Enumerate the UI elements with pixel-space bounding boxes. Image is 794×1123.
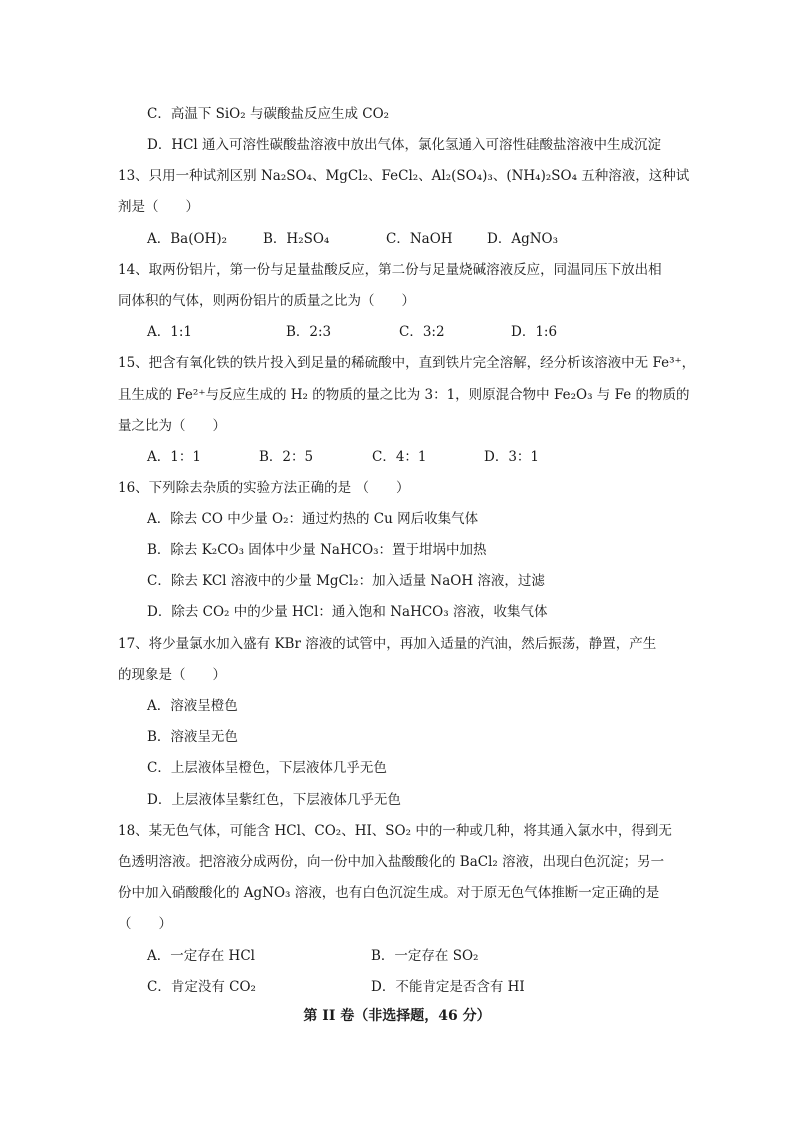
- q15-stem-cont-2: 量之比为（ ）: [118, 418, 226, 434]
- q18-stem-cont-2: 份中加入硝酸酸化的 AgNO₃ 溶液，也有白色沉淀生成。对于原无色气体推断一定正确的是: [118, 885, 660, 901]
- q15-option-d: D．3：1: [484, 449, 540, 465]
- q13-stem-cont: 剂是（ ）: [118, 199, 199, 215]
- q15-option-b: B．2：5: [259, 449, 314, 465]
- q16-option-b: B．除去 K₂CO₃ 固体中少量 NaHCO₃：置于坩埚中加热: [147, 542, 487, 558]
- q15-stem-cont-1: 且生成的 Fe²⁺与反应生成的 H₂ 的物质的量之比为 3：1，则原混合物中 Fe₂O₃ 与 Fe 的物质的: [118, 387, 690, 403]
- q15-option-c: C．4：1: [372, 449, 427, 465]
- q18-stem: 18、某无色气体，可能含 HCl、CO₂、HI、SO₂ 中的一种或几种，将其通入氯水中，得到无: [118, 823, 672, 839]
- q14-stem: 14、取两份铝片，第一份与足量盐酸反应，第二份与足量烧碱溶液反应，同温同压下放出相: [118, 262, 662, 278]
- q13-option-a: A．Ba(OH)₂: [147, 231, 228, 247]
- q18-option-a: A．一定存在 HCl: [147, 948, 255, 964]
- q14-option-c: C．3:2: [399, 324, 445, 340]
- q14-option-b: B．2:3: [286, 324, 332, 340]
- q13-option-b: B．H₂SO₄: [263, 231, 330, 247]
- q13-stem: 13、只用一种试剂区别 Na₂SO₄、MgCl₂、FeCl₂、Al₂(SO₄)₃、(NH₄)₂SO₄ 五种溶液，这种试: [118, 168, 690, 184]
- q15-option-a: A．1：1: [147, 449, 201, 465]
- q13-option-c: C．NaOH: [386, 231, 453, 247]
- q16-option-a: A．除去 CO 中少量 O₂：通过灼热的 Cu 网后收集气体: [147, 511, 479, 527]
- q15-stem: 15、把含有氧化铁的铁片投入到足量的稀硫酸中，直到铁片完全溶解，经分析该溶液中无 Fe³⁺，: [118, 355, 696, 371]
- q18-option-c: C．肯定没有 CO₂: [147, 979, 256, 995]
- q17-stem-cont: 的现象是（ ）: [118, 667, 226, 683]
- q13-option-d: D．AgNO₃: [487, 231, 559, 247]
- q17-option-a: A．溶液呈橙色: [147, 698, 238, 714]
- q18-option-d: D．不能肯定是否含有 HI: [371, 979, 525, 995]
- q18-option-b: B．一定存在 SO₂: [371, 948, 479, 964]
- q16-stem: 16、下列除去杂质的实验方法正确的是 （ ）: [118, 480, 410, 496]
- q14-stem-cont: 同体积的气体，则两份铝片的质量之比为（ ）: [118, 293, 415, 309]
- q18-stem-cont-3: （ ）: [118, 916, 172, 932]
- q16-option-d: D．除去 CO₂ 中的少量 HCl：通入饱和 NaHCO₃ 溶液，收集气体: [147, 604, 548, 620]
- section-title: 第 II 卷（非选择题，46 分）: [303, 1008, 491, 1024]
- q12-option-d: D．HCl 通入可溶性碳酸盐溶液中放出气体，氯化氢通入可溶性硅酸盐溶液中生成沉淀: [147, 137, 662, 153]
- q17-option-d: D．上层液体呈紫红色，下层液体几乎无色: [147, 792, 401, 808]
- q17-stem: 17、将少量氯水加入盛有 KBr 溶液的试管中，再加入适量的汽油，然后振荡，静置，产生: [118, 636, 657, 652]
- q12-option-c: C．高温下 SiO₂ 与碳酸盐反应生成 CO₂: [147, 106, 390, 122]
- q18-stem-cont-1: 色透明溶液。把溶液分成两份，向一份中加入盐酸酸化的 BaCl₂ 溶液，出现白色沉淀；另一: [118, 854, 665, 870]
- q17-option-b: B．溶液呈无色: [147, 729, 238, 745]
- q14-option-a: A．1:1: [147, 324, 192, 340]
- q16-option-c: C．除去 KCl 溶液中的少量 MgCl₂：加入适量 NaOH 溶液，过滤: [147, 573, 545, 589]
- q17-option-c: C．上层液体呈橙色，下层液体几乎无色: [147, 760, 387, 776]
- q14-option-d: D．1:6: [511, 324, 558, 340]
